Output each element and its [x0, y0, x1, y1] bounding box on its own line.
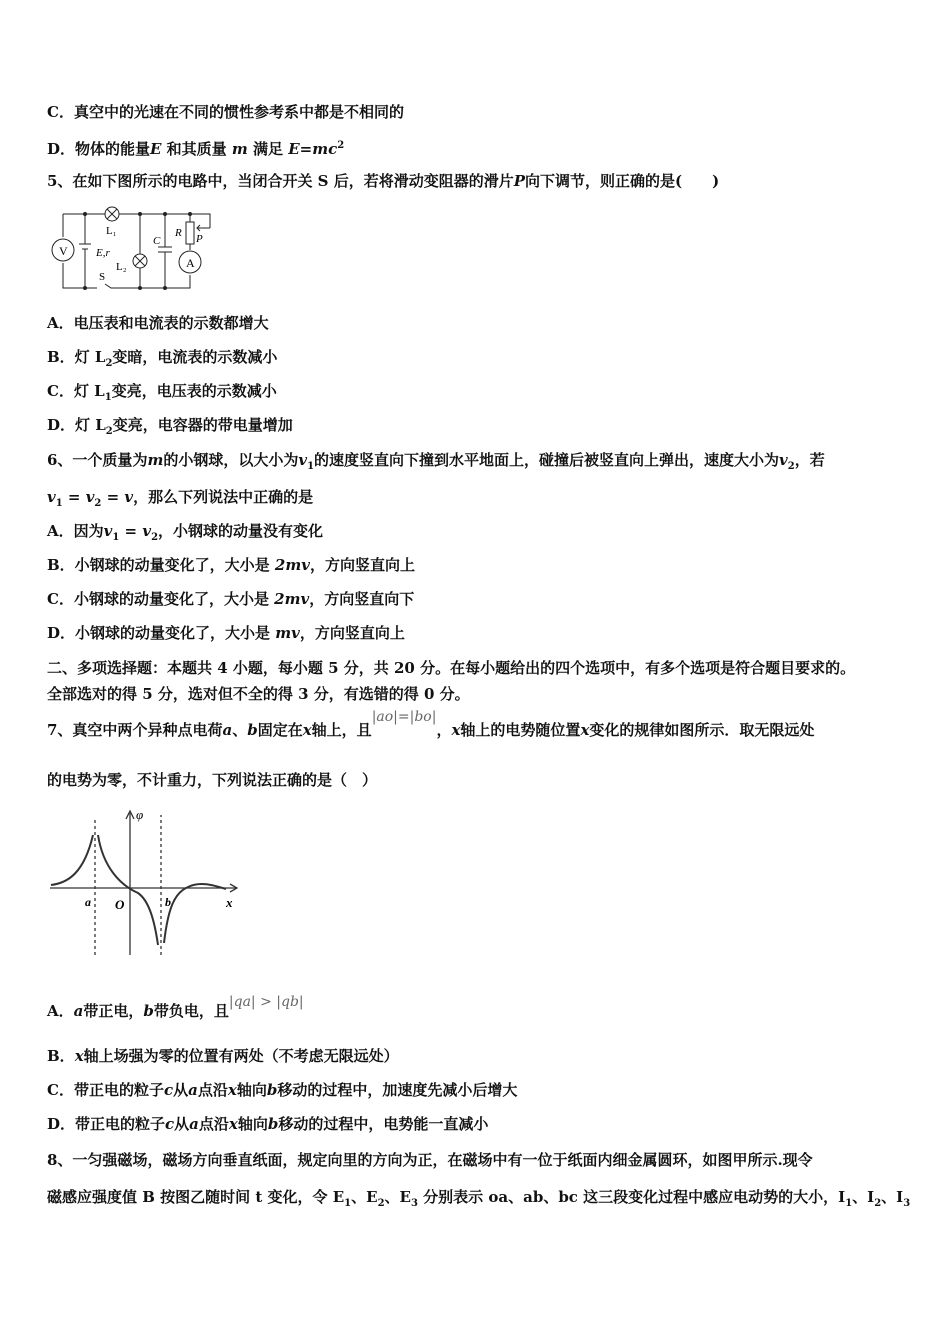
q7-s1-x3: x [580, 721, 590, 739]
q6-option-d [47, 623, 405, 643]
q6-b-a: B．小钢球的动量变化了，大小是 [47, 556, 275, 574]
q7-s1-x: x [302, 721, 312, 739]
q8-l2-a: 磁感应强度值 B 按图乙随时间 t 变化，令 E [47, 1188, 345, 1206]
q6-s2-eq1: = [62, 488, 86, 506]
q7-option-b [47, 1046, 399, 1066]
q7-s1-x2: x [451, 721, 461, 739]
q6-s1-a: 6、一个质量为 [47, 451, 148, 469]
q5-b-b: 变暗，电流表的示数减小 [112, 348, 278, 366]
q7-d-a: D．带正电的粒子 [47, 1115, 166, 1133]
q6-s1-d: ，若 [794, 451, 825, 469]
q4-d-sup: 2 [337, 140, 345, 151]
q7-d-f: 移动的过程中，电势能一直减小 [278, 1115, 489, 1133]
q8-l2-sep2: 、E [384, 1188, 411, 1206]
q7-s1-formula: |ao|=|bo| [371, 709, 437, 725]
q8-l2-s3: 3 [410, 1198, 418, 1209]
q4-d-formula: E=mc [288, 140, 338, 158]
q8-line1: 8、一匀强磁场，磁场方向垂直纸面，规定向里的方向为正，在磁场中有一位于纸面内细金属圆环，如图甲所示.现令 [47, 1151, 813, 1169]
q5-circuit-diagram [45, 200, 220, 295]
q7-c-av: a [188, 1081, 198, 1099]
q7-a-bv: b [143, 1002, 154, 1020]
q6-s2-v2: v [85, 488, 95, 506]
q6-s2-v: v [124, 488, 134, 506]
q7-s1-b-var: b [247, 721, 258, 739]
q8-l2-sep4: 、I [881, 1188, 904, 1206]
q6-b-val: 2mv [274, 556, 310, 574]
q8-l2-s1: 1 [344, 1198, 352, 1209]
q6-s1-c: 的速度竖直向下撞到水平地面上，碰撞后被竖直向上弹出，速度大小为 [314, 451, 780, 469]
q7-s1-a: 7、真空中两个异种点电荷 [47, 721, 223, 739]
q6-a-v1: v [103, 522, 113, 540]
q4-d-prefix: D．物体的能量 [47, 140, 151, 158]
q8-l2-sep3: 、I [852, 1188, 875, 1206]
q4-d-mid1: 和其质量 [161, 140, 232, 158]
q7-stem-line2: 的电势为零，不计重力，下列说法正确的是（ ） [47, 771, 378, 789]
q7-s1-c: 轴上，且 [311, 721, 372, 739]
q4-option-d [47, 136, 344, 159]
q6-s2-eq2: = [101, 488, 125, 506]
q5-stem [47, 171, 719, 191]
q6-a-v2: v [142, 522, 152, 540]
q6-s2-v1: v [47, 488, 56, 506]
circuit-label-c: C [153, 235, 161, 247]
q7-c-bv: b [266, 1081, 278, 1099]
q5-d-b: 变亮，电容器的带电量增加 [112, 416, 293, 434]
circuit-label-v: V [59, 244, 68, 258]
graph-curve-middle [98, 835, 158, 945]
graph-label-phi: φ [136, 807, 144, 822]
q7-d-bv: b [267, 1115, 279, 1133]
q8-l2-b: 分别表示 oa、ab、bc 这三段变化过程中感应电动势的大小，I [417, 1188, 846, 1206]
section2-line1: 二、多项选择题：本题共 4 小题，每小题 5 分，共 20 分。在每小题给出的四个选项中，有多个选项是符合题目要求的。 [47, 659, 856, 677]
q7-s1-b: 固定在 [257, 721, 303, 739]
q7-c-b: 从 [173, 1081, 189, 1099]
q7-stem-line1 [47, 709, 815, 741]
q7-d-b: 从 [174, 1115, 190, 1133]
graph-label-o: O [115, 897, 125, 912]
q7-s1-a-var: a [222, 721, 233, 739]
q7-d-d: 点沿 [198, 1115, 229, 1133]
q7-a-formula: |qa| > |qb| [228, 994, 304, 1010]
graph-label-x: x [226, 895, 233, 910]
q6-s1-m: m [147, 451, 164, 469]
q6-stem-line1 [47, 450, 825, 477]
q7-d-x: x [228, 1115, 238, 1133]
q6-a-v1sub: 1 [112, 532, 120, 543]
q6-s1-v1sub: 1 [307, 461, 315, 472]
q6-s1-v1: v [298, 451, 308, 469]
q6-option-b [47, 555, 415, 575]
q5-c-a: C．灯 L [47, 382, 105, 400]
q5-stem-b: 向下调节，则正确的是( ) [525, 172, 720, 190]
q6-b-b: ，方向竖直向上 [309, 556, 415, 574]
q6-s2-rest: ，那么下列说法中正确的是 [133, 488, 314, 506]
q8-line2 [47, 1187, 910, 1214]
graph-curve-left [51, 835, 93, 885]
q7-c-d: 点沿 [197, 1081, 228, 1099]
q7-s1-e: 轴上的电势随位置 [460, 721, 581, 739]
circuit-label-p: P [196, 233, 203, 245]
q8-l2-t1: 1 [845, 1198, 853, 1209]
q7-s1-f: 变化的规律如图所示．取无限远处 [589, 721, 815, 739]
q7-a-av: a [73, 1002, 84, 1020]
q6-stem-line2 [47, 487, 313, 514]
q8-l2-t2: 2 [874, 1198, 882, 1209]
q6-c-a: C．小钢球的动量变化了，大小是 [47, 590, 275, 608]
circuit-label-er: E,r [96, 247, 110, 259]
q7-s1-d: ， [436, 721, 452, 739]
q6-a-v2sub: 2 [151, 532, 159, 543]
q7-b-a: B． [47, 1047, 75, 1065]
rheostat-r [186, 222, 194, 244]
q6-a-eq: = [119, 522, 143, 540]
q5-c-sub: 1 [104, 392, 112, 403]
q5-b-sub: 2 [105, 358, 113, 369]
q8-l2-s2: 2 [377, 1198, 385, 1209]
q6-c-b: ，方向竖直向下 [309, 590, 415, 608]
q6-s1-b: 的小钢球，以大小为 [163, 451, 299, 469]
q5-b-a: B．灯 L [47, 348, 106, 366]
q7-d-c: c [165, 1115, 175, 1133]
circuit-label-a: A [186, 256, 195, 270]
q6-c-val: 2mv [274, 590, 310, 608]
q5-option-a: A．电压表和电流表的示数都增大 [47, 314, 269, 332]
q7-b-x: x [74, 1047, 84, 1065]
q7-b-b: 轴上场强为零的位置有两处（不考虑无限远处） [83, 1047, 399, 1065]
q7-a-b: 带正电， [83, 1002, 144, 1020]
q5-option-c [47, 381, 277, 408]
q7-c-f: 移动的过程中，加速度先减小后增大 [277, 1081, 518, 1099]
circuit-label-r: R [175, 227, 182, 239]
q5-option-b [47, 347, 277, 374]
q7-s1-sep: 、 [232, 721, 248, 739]
q7-option-a [47, 994, 304, 1022]
q6-a-b: ，小钢球的动量没有变化 [158, 522, 324, 540]
q7-c-a: C．带正电的粒子 [47, 1081, 164, 1099]
q4-d-m: m [231, 140, 248, 158]
q6-s2-v2sub: 2 [94, 498, 102, 509]
q6-d-b: ，方向竖直向上 [299, 624, 405, 642]
q4-option-c: C．真空中的光速在不同的惯性参考系中都是不相同的 [47, 103, 404, 121]
circuit-label-l1: L₁ [106, 225, 117, 237]
q6-option-c [47, 589, 414, 609]
q5-d-a: D．灯 L [47, 416, 106, 434]
q5-stem-P: P [513, 172, 525, 190]
q8-l2-sep1: 、E [351, 1188, 378, 1206]
circuit-label-s: S [99, 271, 106, 283]
graph-label-b: b [165, 895, 171, 909]
graph-label-a: a [85, 895, 91, 909]
q7-a-c: 带负电，且 [153, 1002, 229, 1020]
q5-d-sub: 2 [105, 426, 113, 437]
q5-option-d [47, 415, 293, 442]
q5-c-b: 变亮，电压表的示数减小 [111, 382, 277, 400]
section2-line2: 全部选对的得 5 分，选对但不全的得 3 分，有选错的得 0 分。 [47, 685, 470, 703]
q7-option-c [47, 1080, 517, 1100]
q7-a-a: A． [47, 1002, 74, 1020]
q7-d-av: a [189, 1115, 199, 1133]
q7-option-d [47, 1114, 488, 1134]
q4-d-mid2: 满足 [247, 140, 289, 158]
q6-s1-v2sub: 2 [787, 461, 795, 472]
q6-d-val: mv [275, 624, 300, 642]
q6-d-a: D．小钢球的动量变化了，大小是 [47, 624, 276, 642]
q6-s2-v1sub: 1 [55, 498, 63, 509]
q4-d-E: E [150, 140, 162, 158]
circuit-label-l2: L₂ [116, 261, 127, 273]
q6-option-a [47, 521, 323, 548]
q7-potential-graph [48, 805, 243, 965]
q7-c-e: 轴向 [236, 1081, 267, 1099]
q7-d-e: 轴向 [237, 1115, 268, 1133]
q5-stem-a: 5、在如下图所示的电路中，当闭合开关 S 后，若将滑动变阻器的滑片 [47, 172, 514, 190]
q8-l2-t3: 3 [903, 1198, 911, 1209]
q6-s1-v2: v [779, 451, 788, 469]
q6-a-a: A．因为 [47, 522, 104, 540]
graph-curve-right [164, 884, 226, 943]
q7-c-c: c [163, 1081, 174, 1099]
q7-c-x: x [227, 1081, 237, 1099]
